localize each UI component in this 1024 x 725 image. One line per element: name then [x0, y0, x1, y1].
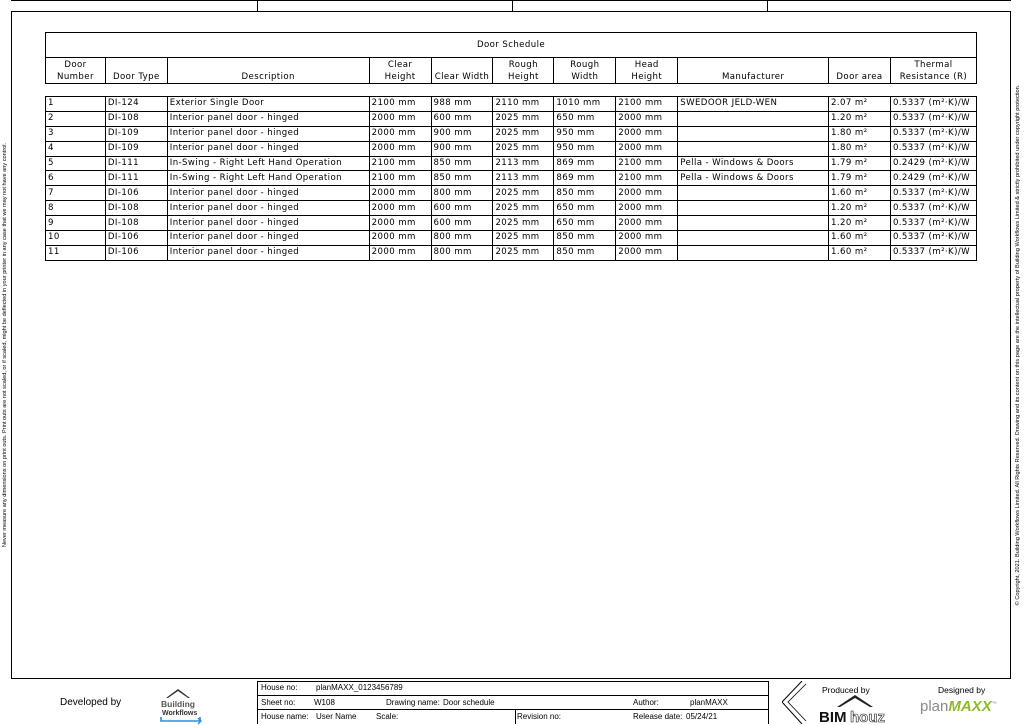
- table-cell: Interior panel door - hinged: [167, 186, 369, 201]
- table-cell: 2000 mm: [369, 245, 431, 260]
- schedule-title: Door Schedule: [46, 33, 977, 58]
- table-row: [46, 171, 977, 186]
- arrow-notch-shape: [782, 681, 822, 724]
- border-top: [11, 0, 1011, 1]
- planmaxx-logo: [920, 698, 997, 715]
- divider: [258, 681, 768, 682]
- logo-word-plan: plan: [920, 698, 949, 715]
- table-cell: 1.20 m²: [829, 201, 891, 216]
- table-cell: 0.5337 (m²·K)/W: [890, 97, 976, 112]
- table-cell: DI-124: [105, 97, 167, 112]
- divider: [515, 709, 516, 724]
- schedule-body: [46, 97, 977, 261]
- table-cell: 1: [46, 97, 106, 112]
- table-cell: 2000 mm: [369, 141, 431, 156]
- building-workflows-logo: [154, 685, 209, 725]
- produced-by-label: Produced by: [822, 685, 870, 695]
- table-cell: 8: [46, 201, 106, 216]
- bimhouz-logo: [819, 693, 891, 724]
- table-cell: 900 mm: [431, 126, 493, 141]
- house-no-value: planMAXX_0123456789: [316, 683, 403, 692]
- release-date-label: Release date:: [633, 712, 683, 721]
- table-cell: Pella - Windows & Doors: [678, 156, 829, 171]
- table-cell: 800 mm: [431, 186, 493, 201]
- logo-word-bim: BIM: [819, 709, 847, 724]
- table-row: [46, 126, 977, 141]
- divider: [258, 695, 768, 696]
- column-header: Manufacturer: [678, 58, 829, 84]
- table-cell: 1.60 m²: [829, 245, 891, 260]
- table-cell: 2000 mm: [369, 111, 431, 126]
- table-cell: 950 mm: [554, 126, 616, 141]
- table-cell: Interior panel door - hinged: [167, 126, 369, 141]
- table-cell: 0.5337 (m²·K)/W: [890, 231, 976, 246]
- tick-mark: [257, 0, 258, 11]
- table-cell: DI-108: [105, 111, 167, 126]
- table-cell: 850 mm: [431, 171, 493, 186]
- table-cell: 2113 mm: [493, 156, 554, 171]
- header-spacer: [46, 84, 977, 97]
- developer-block: [11, 681, 242, 724]
- table-cell: 2025 mm: [493, 231, 554, 246]
- tick-mark: [767, 0, 768, 11]
- table-cell: 10: [46, 231, 106, 246]
- table-cell: 800 mm: [431, 231, 493, 246]
- column-header: Rough Height: [493, 58, 554, 84]
- copyright-text: © Copyright, 2021. Building Workflows Limited. All Rights Reserved. Drawing and its content on this page are the intellectual property of Building Workflows Limited & strictly prohibited under copyright protection.: [1015, 84, 1021, 606]
- table-cell: 0.5337 (m²·K)/W: [890, 216, 976, 231]
- house-name-label: House name:: [261, 712, 309, 721]
- release-date-value: 05/24/21: [686, 712, 718, 721]
- table-row: [46, 201, 977, 216]
- title-block-fields: [257, 681, 769, 724]
- table-cell: 650 mm: [554, 111, 616, 126]
- table-row: [46, 245, 977, 260]
- table-cell: 2025 mm: [493, 201, 554, 216]
- table-cell: 1.60 m²: [829, 186, 891, 201]
- table-cell: 1.20 m²: [829, 111, 891, 126]
- table-cell: 2025 mm: [493, 111, 554, 126]
- table-cell: 2110 mm: [493, 97, 554, 112]
- table-cell: 1.80 m²: [829, 126, 891, 141]
- table-cell: Pella - Windows & Doors: [678, 171, 829, 186]
- door-schedule-table: [45, 32, 977, 261]
- table-cell: 600 mm: [431, 111, 493, 126]
- table-cell: 2000 mm: [369, 231, 431, 246]
- table-cell: 2000 mm: [369, 201, 431, 216]
- table-cell: 1.20 m²: [829, 216, 891, 231]
- table-cell: 2025 mm: [493, 216, 554, 231]
- table-cell: [678, 216, 829, 231]
- table-cell: 2000 mm: [369, 216, 431, 231]
- developed-by-label: Developed by: [60, 697, 122, 708]
- table-cell: 650 mm: [554, 201, 616, 216]
- table-cell: 5: [46, 156, 106, 171]
- table-cell: [678, 111, 829, 126]
- table-cell: Interior panel door - hinged: [167, 245, 369, 260]
- table-cell: 850 mm: [554, 231, 616, 246]
- table-cell: 2025 mm: [493, 141, 554, 156]
- author-value: planMAXX: [690, 698, 728, 707]
- table-cell: 869 mm: [554, 171, 616, 186]
- table-cell: 1.60 m²: [829, 231, 891, 246]
- table-cell: 2025 mm: [493, 126, 554, 141]
- table-cell: In-Swing - Right Left Hand Operation: [167, 156, 369, 171]
- table-cell: 800 mm: [431, 245, 493, 260]
- print-disclaimer-text: Never measure any dimensions on print outs. Print outs are not scaled, or if scaled, might be deflected in your printer in any case that we may not have any control.: [2, 142, 8, 548]
- column-header: Clear Width: [431, 58, 493, 84]
- table-cell: 0.5337 (m²·K)/W: [890, 126, 976, 141]
- copyright-notice: [1012, 11, 1024, 679]
- table-cell: 2000 mm: [616, 216, 678, 231]
- divider: [258, 709, 768, 710]
- table-cell: 2100 mm: [369, 97, 431, 112]
- table-cell: SWEDOOR JELD-WEN: [678, 97, 829, 112]
- table-row: [46, 141, 977, 156]
- column-header: Door Type: [105, 58, 167, 84]
- table-cell: 1.80 m²: [829, 141, 891, 156]
- sheet-no-label: Sheet no:: [261, 698, 296, 707]
- table-cell: 6: [46, 171, 106, 186]
- table-cell: 2000 mm: [616, 126, 678, 141]
- table-cell: DI-106: [105, 186, 167, 201]
- logo-word-houz: houz: [850, 709, 885, 724]
- table-cell: DI-106: [105, 245, 167, 260]
- table-cell: 1010 mm: [554, 97, 616, 112]
- drawing-name-value: Door schedule: [443, 698, 495, 707]
- table-cell: 988 mm: [431, 97, 493, 112]
- table-cell: 3: [46, 126, 106, 141]
- table-cell: 2100 mm: [369, 156, 431, 171]
- table-cell: [678, 186, 829, 201]
- column-header: Door Number: [46, 58, 106, 84]
- table-cell: 2100 mm: [369, 171, 431, 186]
- table-cell: 2000 mm: [616, 231, 678, 246]
- table-cell: 7: [46, 186, 106, 201]
- table-cell: 2000 mm: [616, 141, 678, 156]
- logo-word-maxx: MAXX: [948, 698, 992, 715]
- table-cell: DI-108: [105, 201, 167, 216]
- table-cell: 2000 mm: [369, 126, 431, 141]
- table-cell: 0.5337 (m²·K)/W: [890, 186, 976, 201]
- table-cell: 2000 mm: [616, 186, 678, 201]
- table-row: [46, 111, 977, 126]
- table-cell: 2100 mm: [616, 156, 678, 171]
- table-cell: DI-111: [105, 156, 167, 171]
- table-cell: 0.2429 (m²·K)/W: [890, 171, 976, 186]
- table-cell: 850 mm: [431, 156, 493, 171]
- sheet-no-value: W108: [314, 698, 335, 707]
- table-cell: 0.5337 (m²·K)/W: [890, 245, 976, 260]
- table-cell: 2000 mm: [616, 245, 678, 260]
- designed-by-label: Designed by: [938, 685, 986, 695]
- table-cell: 1.79 m²: [829, 171, 891, 186]
- table-cell: 2.07 m²: [829, 97, 891, 112]
- table-cell: 600 mm: [431, 216, 493, 231]
- table-cell: 2: [46, 111, 106, 126]
- producer-block: [768, 681, 1024, 724]
- table-cell: 4: [46, 141, 106, 156]
- table-cell: 850 mm: [554, 245, 616, 260]
- table-cell: 1.79 m²: [829, 156, 891, 171]
- tick-mark: [512, 0, 513, 11]
- house-name-value: User Name: [316, 712, 357, 721]
- table-cell: Exterior Single Door: [167, 97, 369, 112]
- table-cell: [678, 245, 829, 260]
- table-row: [46, 156, 977, 171]
- table-cell: 869 mm: [554, 156, 616, 171]
- print-disclaimer: [0, 11, 10, 679]
- table-cell: DI-109: [105, 141, 167, 156]
- table-cell: [678, 201, 829, 216]
- table-cell: DI-109: [105, 126, 167, 141]
- table-cell: [678, 231, 829, 246]
- table-row: [46, 231, 977, 246]
- table-cell: [678, 126, 829, 141]
- drawing-name-label: Drawing name:: [386, 698, 440, 707]
- table-cell: 0.5337 (m²·K)/W: [890, 111, 976, 126]
- column-header: Clear Height: [369, 58, 431, 84]
- table-cell: Interior panel door - hinged: [167, 231, 369, 246]
- table-cell: 650 mm: [554, 216, 616, 231]
- table-cell: DI-106: [105, 231, 167, 246]
- scale-label: Scale:: [376, 712, 399, 721]
- table-cell: 2000 mm: [616, 201, 678, 216]
- table-cell: 2000 mm: [369, 186, 431, 201]
- table-cell: 2113 mm: [493, 171, 554, 186]
- table-cell: DI-111: [105, 171, 167, 186]
- author-label: Author:: [633, 698, 659, 707]
- table-cell: 900 mm: [431, 141, 493, 156]
- table-cell: 0.2429 (m²·K)/W: [890, 156, 976, 171]
- table-cell: 850 mm: [554, 186, 616, 201]
- table-cell: DI-108: [105, 216, 167, 231]
- table-cell: Interior panel door - hinged: [167, 141, 369, 156]
- column-header: Thermal Resistance (R): [890, 58, 976, 84]
- table-cell: 2000 mm: [616, 111, 678, 126]
- table-cell: 950 mm: [554, 141, 616, 156]
- table-cell: 2025 mm: [493, 245, 554, 260]
- table-cell: 2100 mm: [616, 171, 678, 186]
- column-header: Door area: [829, 58, 891, 84]
- logo-word-building: Building: [161, 699, 195, 709]
- table-row: [46, 186, 977, 201]
- column-header: Description: [167, 58, 369, 84]
- table-cell: Interior panel door - hinged: [167, 216, 369, 231]
- table-cell: Interior panel door - hinged: [167, 201, 369, 216]
- table-row: [46, 97, 977, 112]
- trademark: ™: [991, 701, 997, 707]
- house-no-label: House no:: [261, 683, 298, 692]
- header-row: [46, 58, 977, 84]
- revision-label: Revision no:: [517, 712, 562, 721]
- table-cell: 600 mm: [431, 201, 493, 216]
- table-cell: [678, 141, 829, 156]
- table-row: [46, 216, 977, 231]
- table-cell: 0.5337 (m²·K)/W: [890, 201, 976, 216]
- table-cell: 2025 mm: [493, 186, 554, 201]
- table-cell: Interior panel door - hinged: [167, 111, 369, 126]
- table-cell: 2100 mm: [616, 97, 678, 112]
- table-cell: 9: [46, 216, 106, 231]
- logo-word-workflows: Workflows: [162, 710, 198, 717]
- table-cell: In-Swing - Right Left Hand Operation: [167, 171, 369, 186]
- table-cell: 0.5337 (m²·K)/W: [890, 141, 976, 156]
- column-header: Rough Width: [554, 58, 616, 84]
- column-header: Head Height: [616, 58, 678, 84]
- table-cell: 11: [46, 245, 106, 260]
